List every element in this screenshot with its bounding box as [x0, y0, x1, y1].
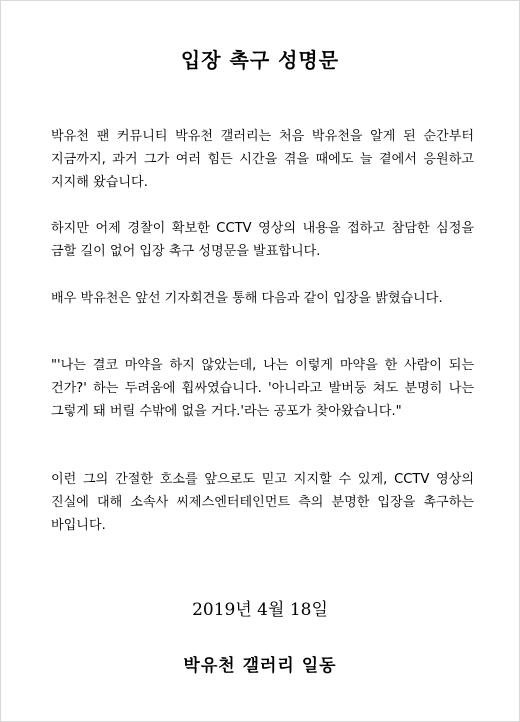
document-title: 입장 촉구 성명문	[180, 48, 340, 72]
paragraph-press-conference: 배우 박유천은 앞선 기자회견을 통해 다음과 같이 입장을 밝혔습니다.	[51, 291, 443, 306]
paragraph-demand: 이런 그의 간절한 호소를 앞으로도 믿고 지지할 수 있게, CCTV 영상의 진실에 대해 소속사 씨제스엔터테인먼트 측의 분명한 입장을 촉구하는 바입니다.	[51, 472, 474, 533]
paragraph-quote: "'나는 결코 마약을 하지 않았는데, 나는 이렇게 마약을 한 사람이 되는 건가?' 하는 두려움에 휩싸였습니다. '아니라고 발버둥 쳐도 분명히 나는 그렇게 돼 버릴 수밖에 없을 거다.'라는 공포가 찾아왔습니다."	[51, 358, 474, 419]
paragraph-intro: 박유천 팬 커뮤니티 박유천 갤러리는 처음 박유천을 알게 된 순간부터 지금까지, 과거 그가 여러 힘든 시간을 겪을 때에도 늘 곁에서 응원하고 지지해 왔습니다.	[51, 129, 474, 190]
paragraph-purpose: 하지만 어제 경찰이 확보한 CCTV 영상의 내용을 접하고 참담한 심정을 금할 길이 없어 입장 촉구 성명문을 발표합니다.	[51, 221, 474, 259]
document-date: 2019년 4월 18일	[192, 600, 328, 620]
document-signature: 박유천 갤러리 일동	[183, 656, 337, 676]
